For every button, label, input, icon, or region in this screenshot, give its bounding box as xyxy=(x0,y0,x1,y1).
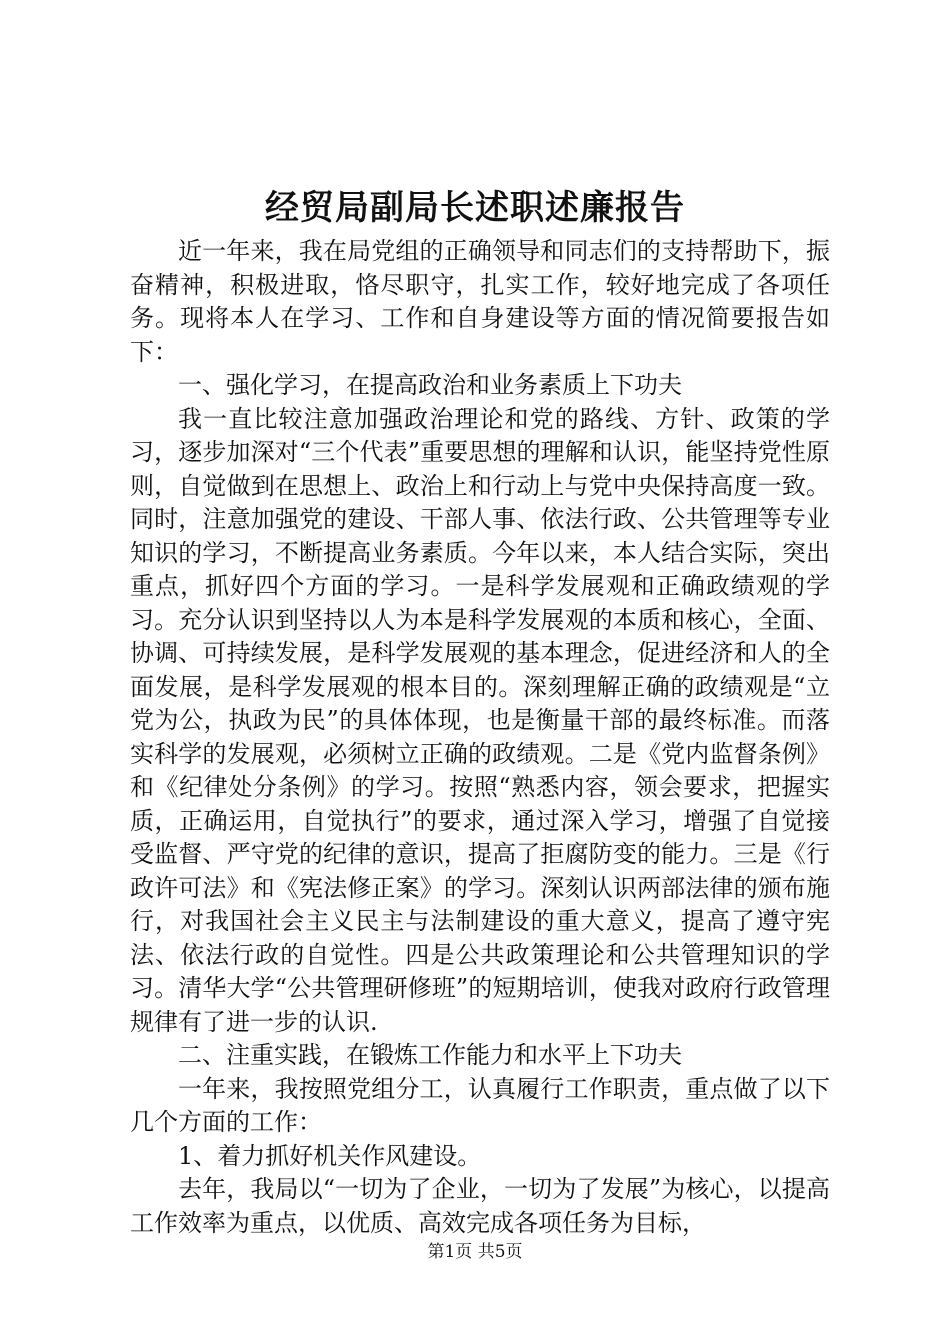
paragraph-intro: 近一年来，我在局党组的正确领导和同志们的支持帮助下，振奋精神，积极进取，恪尽职守，扎实工作，较好地完成了各项任务。现将本人在学习、工作和自身建设等方面的情况简要报告如下： xyxy=(130,237,830,366)
section-heading-1: 一、强化学习，在提高政治和业务素质上下功夫 xyxy=(178,371,682,399)
subsection-heading-1: 1、着力抓好机关作风建设。 xyxy=(178,1141,482,1170)
page-number-footer: 第1页 共5页 xyxy=(427,1242,523,1262)
paragraph-work-intro: 一年来，我按照党组分工，认真履行工作职责，重点做了以下几个方面的工作： xyxy=(130,1074,830,1136)
paragraph-study: 我一直比较注意加强政治理论和党的路线、方针、政策的学习，逐步加深对“三个代表”重要思想的理解和认识，能坚持党性原则，自觉做到在思想上、政治上和行动上与党中央保持高度一致。同时，注意加强党的建设、干部人事、依法行政、公共管理等专业知识的学习，不断提高业务素质。今年以来，本人结合实际，突出重点，抓好四个方面的学习。一是科学发展观和正确政绩观的学习。充分认识到坚持以人为本是科学发展观的本质和核心，全面、协调、可持续发展，是科学发展观的基本理念，促进经济和人的全面发展，是科学发展观的根本目的。深刻理解正确的政绩观是“立党为公，执政为民”的具体体现，也是衡量干部的最终标准。而落实科学的发展观，必须树立正确的政绩观。二是《党内监督条例》和《纪律处分条例》的学习。按照“熟悉内容，领会要求，把握实质，正确运用，自觉执行”的要求，通过深入学习，增强了自觉接受监督、严守党的纪律的意识，提高了拒腐防变的能力。三是《行政许可法》和《宪法修正案》的学习。深刻认识两部法律的颁布施行，对我国社会主义民主与法制建设的重大意义，提高了遵守宪法、依法行政的自觉性。四是公共政策理论和公共管理知识的学习。清华大学“公共管理研修班”的短期培训，使我对政府行政管理规律有了进一步的认识. xyxy=(130,404,830,1036)
paragraph-work-style: 去年，我局以“一切为了企业，一切为了发展”为核心，以提高工作效率为重点，以优质、高效完成各项任务为目标， xyxy=(130,1175,830,1237)
section-heading-2: 二、注重实践，在锻炼工作能力和水平上下功夫 xyxy=(178,1041,682,1069)
document-title: 经贸局副局长述职述廉报告 xyxy=(265,188,685,228)
document-body xyxy=(130,235,830,1240)
